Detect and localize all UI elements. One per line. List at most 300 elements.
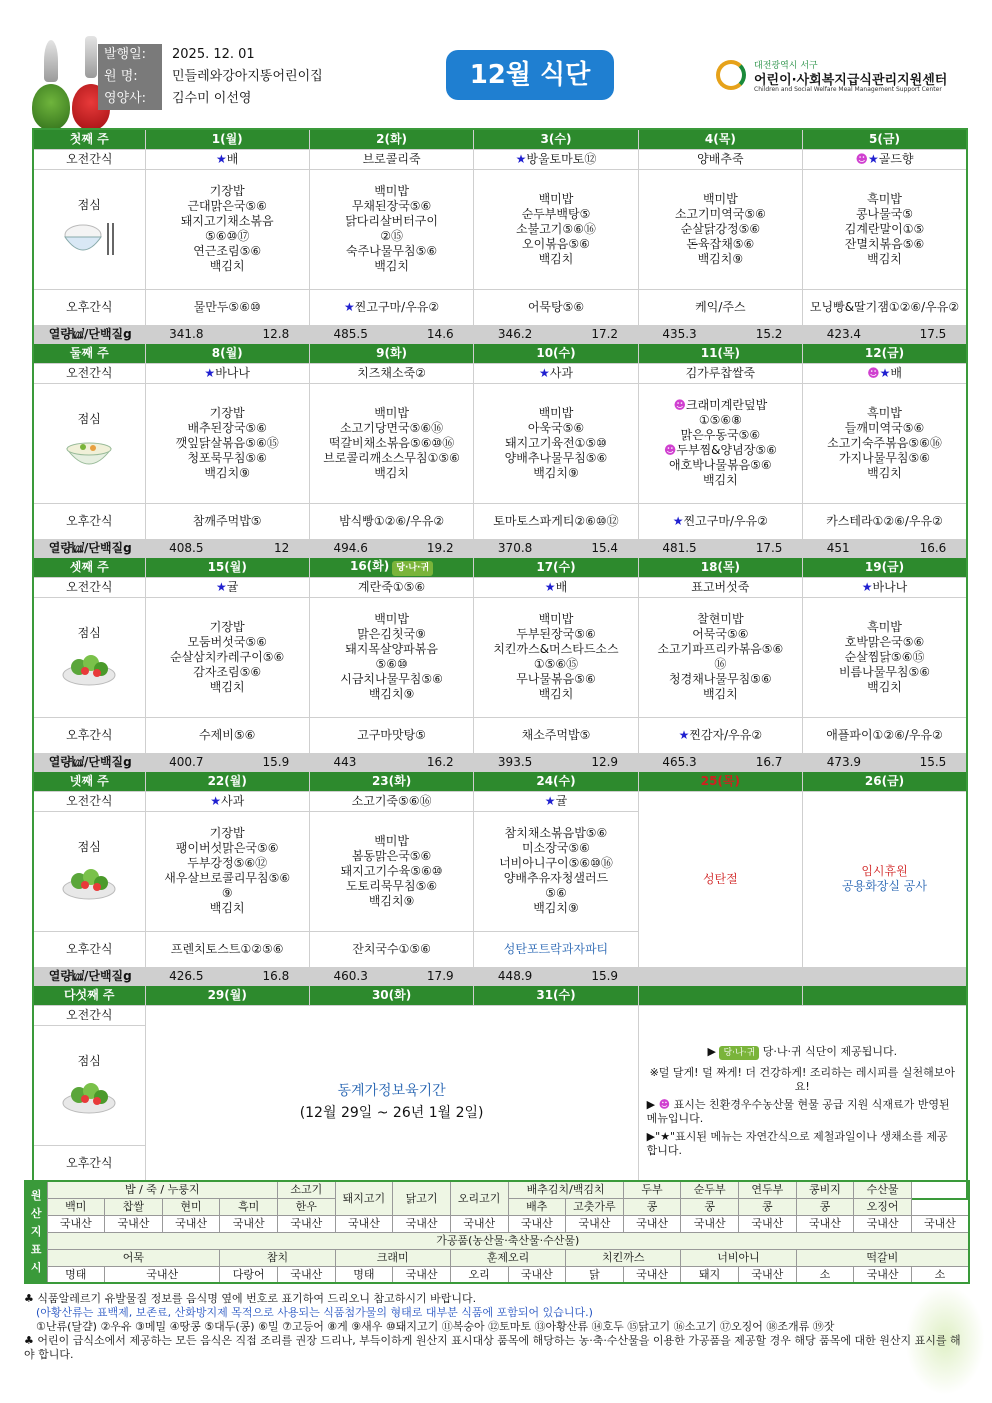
origin-group: 수산물 bbox=[854, 1181, 912, 1198]
day-header: 11(목) bbox=[638, 343, 802, 363]
nutrition-cell bbox=[309, 325, 473, 343]
protein-value: 15.5 bbox=[919, 754, 947, 769]
day-header: 18(목) bbox=[638, 557, 802, 577]
origin-value: 국내산 bbox=[508, 1215, 566, 1232]
morning-snack-cell: 김가루찹쌀죽 bbox=[638, 363, 802, 383]
allergy-list: ①난류(달걀) ②우유 ③메밀 ④땅콩 ⑤대두(콩) ⑥밀 ⑦고등어 ⑧게 ⑨새우 ⑩돼지고기 ⑪복숭아 ⑫토마토 ⑬아황산류 ⑭호두 ⑮닭고기 ⑯소고기 ⑰오징어 ⑱조개류 ⑲잣 bbox=[36, 1320, 835, 1333]
day-header: 25(목) bbox=[638, 771, 802, 791]
origin-row-processed-groups bbox=[25, 1249, 969, 1266]
morning-row bbox=[33, 149, 967, 169]
morning-snack-cell: ★사과 bbox=[474, 363, 638, 383]
nutrition-cell-empty bbox=[638, 967, 802, 985]
lunch-cell: 백미밥 두부된장국⑤⑥ 치킨까스&머스타드소스 ①⑤⑥⑮ 무나물볶음⑤⑥ 백김치 bbox=[474, 597, 638, 717]
center-logo bbox=[714, 58, 974, 96]
sulfite-note: (아황산류는 표백제, 보존료, 산화방지제 목적으로 사용되는 식품첨가물의 형태로 대부분 식품에 포함되어 있습니다.) bbox=[36, 1306, 593, 1319]
soup-bowl-icon bbox=[59, 431, 119, 475]
protein-value: 15.4 bbox=[591, 540, 619, 555]
info-line4: ▶"★"표시된 메뉴는 자연간식으로 제철과일이나 생채소를 제공합니다. bbox=[646, 1130, 948, 1158]
salad-plate-icon bbox=[59, 645, 119, 689]
omelet-plate-icon bbox=[59, 859, 119, 903]
lunch-cell: 백미밥 무채된장국⑤⑥ 닭다리살버터구이 ②⑮ 숙주나물무침⑤⑥ 백김치 bbox=[309, 169, 473, 289]
nutrition-row bbox=[33, 325, 967, 343]
day-header: 31(수) bbox=[474, 985, 638, 1005]
origin-value: 국내산 bbox=[450, 1215, 508, 1232]
day-header: 22(월) bbox=[145, 771, 309, 791]
morning-snack-cell: 양배추죽 bbox=[638, 149, 802, 169]
lunch-cell: 기장밥 배추된장국⑤⑥ 깻잎닭살볶음⑤⑥⑮ 청포묵무침⑤⑥ 백김치⑨ bbox=[145, 383, 309, 503]
day-header: 15(월) bbox=[145, 557, 309, 577]
kcal-value: 341.8 bbox=[169, 326, 204, 341]
day-header: 17(수) bbox=[474, 557, 638, 577]
winter-break-cell bbox=[145, 1005, 638, 1199]
day-header: 2(화) bbox=[309, 129, 473, 149]
nutrition-cell bbox=[803, 539, 967, 557]
origin-group-duck: 오리고기 bbox=[450, 1181, 508, 1215]
origin-processed-value: 돼지 bbox=[681, 1266, 739, 1283]
center-logo-city: 대전광역시 서구 bbox=[754, 61, 818, 71]
kcal-value: 448.9 bbox=[497, 968, 533, 983]
week-label: 다섯째 주 bbox=[33, 985, 145, 1005]
day-header: 10(수) bbox=[474, 343, 638, 363]
allergy-note: ♣ 식품알레르기 유발물질 정보를 음식명 옆에 번호로 표기하여 드리오니 참고하시기 바랍니다. bbox=[24, 1292, 477, 1305]
info-line2: ※덜 달게! 덜 짜게! 더 건강하게! 조리하는 레시피를 실천해보아요! bbox=[649, 1066, 956, 1094]
origin-item: 콩 bbox=[623, 1198, 681, 1215]
origin-item: 현미 bbox=[162, 1198, 220, 1215]
origin-processed-value: 닭 bbox=[566, 1266, 624, 1283]
kcal-value: 485.5 bbox=[333, 326, 368, 341]
lunch-row bbox=[33, 597, 967, 717]
origin-group: 순두부 bbox=[681, 1181, 739, 1198]
morning-row bbox=[33, 363, 967, 383]
day-header: 19(금) bbox=[803, 557, 967, 577]
center-logo-icon bbox=[716, 60, 746, 90]
afternoon-snack-cell: 어묵탕⑤⑥ bbox=[474, 289, 638, 325]
origin-processed-value: 국내산 bbox=[508, 1266, 566, 1283]
origin-processed-value: 소 bbox=[796, 1266, 854, 1283]
origin-value: 국내산 bbox=[623, 1215, 681, 1232]
origin-processed-value: 소 bbox=[911, 1266, 969, 1283]
morning-snack-cell: ☻★골드향 bbox=[803, 149, 967, 169]
org-label: 원 명: bbox=[98, 66, 162, 88]
date-value: 2025. 12. 01 bbox=[172, 47, 255, 62]
winter-break-title: 동계가정보육기간 bbox=[337, 1082, 446, 1099]
protein-value: 15.9 bbox=[591, 968, 619, 983]
afternoon-row bbox=[33, 717, 967, 753]
kcal-value: 465.3 bbox=[662, 754, 697, 769]
afternoon-snack-cell: 참깨주먹밥⑤ bbox=[145, 503, 309, 539]
afternoon-snack-cell: 물만두⑤⑥⑩ bbox=[145, 289, 309, 325]
origin-row-values bbox=[25, 1215, 969, 1232]
origin-value: 국내산 bbox=[278, 1215, 336, 1232]
row-label-lunch-text: 점심 bbox=[77, 411, 101, 426]
nutrition-cell bbox=[638, 539, 802, 557]
lunch-cell: 백미밥 맑은김칫국⑨ 돼지목살양파볶음 ⑤⑥⑩ 시금치나물무침⑤⑥ 백김치⑨ bbox=[309, 597, 473, 717]
origin-processed-value: 국내산 bbox=[739, 1266, 797, 1283]
nutrition-cell bbox=[474, 539, 638, 557]
lunch-row bbox=[33, 383, 967, 503]
origin-processed-value: 국내산 bbox=[278, 1266, 336, 1283]
dangnagwi-tag: 당·나·귀 bbox=[392, 561, 433, 576]
morning-row bbox=[33, 577, 967, 597]
origin-value: 국내산 bbox=[335, 1215, 393, 1232]
day-header: 30(화) bbox=[309, 985, 473, 1005]
origin-processed-value: 국내산 bbox=[854, 1266, 912, 1283]
morning-snack-cell: 계란죽①⑤⑥ bbox=[309, 577, 473, 597]
morning-row bbox=[33, 791, 967, 811]
lunch-cell: 백미밥 소고기당면국⑤⑥⑯ 떡갈비채소볶음⑤⑥⑩⑯ 브로콜리깨소스무침①⑤⑥ 백김치 bbox=[309, 383, 473, 503]
spoon-icon bbox=[44, 40, 58, 82]
origin-value: 국내산 bbox=[566, 1215, 624, 1232]
kcal-value: 400.7 bbox=[169, 754, 204, 769]
kcal-value: 473.9 bbox=[826, 754, 862, 769]
protein-value: 19.2 bbox=[426, 540, 454, 555]
lunch-cell: 흑미밥 콩나물국⑤ 김계란말이①⑤ 잔멸치볶음⑤⑥ 백김치 bbox=[803, 169, 967, 289]
week-header-row bbox=[33, 129, 967, 149]
protein-value: 16.7 bbox=[755, 754, 783, 769]
morning-snack-cell: 소고기죽⑤⑥⑯ bbox=[309, 791, 473, 811]
origin-item: 콩 bbox=[739, 1198, 797, 1215]
morning-snack-cell: ★배 bbox=[474, 577, 638, 597]
row-label-afternoon-text: 오후간식 bbox=[66, 299, 113, 314]
row-label-afternoon bbox=[33, 931, 145, 967]
protein-value: 14.6 bbox=[426, 326, 454, 341]
origin-item: 콩 bbox=[796, 1198, 854, 1215]
afternoon-snack-cell: 채소주먹밥⑤ bbox=[474, 717, 638, 753]
origin-value: 국내산 bbox=[911, 1215, 969, 1232]
origin-group-rice: 밥 / 죽 / 누룽지 bbox=[47, 1181, 278, 1198]
row-label-nutrition: 열량㎉/단백질g bbox=[33, 753, 145, 771]
week-header-row bbox=[33, 557, 967, 577]
nutrition-cell bbox=[309, 967, 473, 985]
row-label-nutrition: 열량㎉/단백질g bbox=[33, 967, 145, 985]
morning-snack-cell: ★귤 bbox=[145, 577, 309, 597]
week-header-row bbox=[33, 343, 967, 363]
afternoon-snack-cell: 고구마맛탕⑤ bbox=[309, 717, 473, 753]
origin-value: 국내산 bbox=[854, 1215, 912, 1232]
origin-processed-value: 명태 bbox=[335, 1266, 393, 1283]
week-label: 첫째 주 bbox=[33, 129, 145, 149]
row-label-afternoon-text: 오후간식 bbox=[66, 1155, 113, 1170]
row-label-nutrition: 열량㎉/단백질g bbox=[33, 325, 145, 343]
lunch-cell: 백미밥 소고기미역국⑤⑥ 순살닭강정⑤⑥ 돈육잡채⑤⑥ 백김치⑨ bbox=[638, 169, 802, 289]
row-label-morning-text: 오전간식 bbox=[66, 365, 113, 380]
week-label: 둘째 주 bbox=[33, 343, 145, 363]
date-label: 발행일: bbox=[98, 44, 162, 66]
origin-processed-title: 가공품(농산물·축산물·수산물) bbox=[47, 1232, 969, 1249]
row-label-afternoon-text: 오후간식 bbox=[66, 513, 113, 528]
afternoon-snack-cell: 성탄포트락과자파티 bbox=[474, 931, 638, 967]
lunch-cell: 기장밥 모둠버섯국⑤⑥ 순살삼치카레구이⑤⑥ 감자조림⑤⑥ 백김치 bbox=[145, 597, 309, 717]
afternoon-row bbox=[33, 503, 967, 539]
day-header bbox=[638, 985, 802, 1005]
center-logo-name: 어린이·사회복지급식관리지원센터 bbox=[754, 73, 948, 88]
origin-processed-value: 국내산 bbox=[393, 1266, 451, 1283]
nutrition-cell bbox=[474, 753, 638, 771]
row-label-lunch bbox=[33, 1025, 145, 1145]
green-food-bowl-icon bbox=[32, 84, 70, 130]
row-label-lunch-text: 점심 bbox=[77, 1053, 101, 1068]
origin-value: 국내산 bbox=[162, 1215, 220, 1232]
afternoon-snack-cell: 애플파이①②⑥/우유② bbox=[803, 717, 967, 753]
lunch-cell: 참치채소볶음밥⑤⑥ 미소장국⑤⑥ 너비아니구이⑤⑥⑩⑯ 양배추유자청샐러드 ⑤⑥ 백김치⑨ bbox=[474, 811, 638, 931]
info-line3: ▶ ☻ 표시는 친환경우수농산물 현물 공급 지원 식재료가 반영된 메뉴입니다. bbox=[646, 1098, 950, 1126]
morning-snack-cell: ★바나나 bbox=[803, 577, 967, 597]
dangnagwi-tag: 당·나·귀 bbox=[719, 1046, 759, 1060]
center-logo-english: Children and Social Welfare Meal Management Support Center bbox=[754, 86, 942, 93]
kcal-value: 370.8 bbox=[497, 540, 533, 555]
protein-value: 17.5 bbox=[755, 540, 783, 555]
kcal-value: 393.5 bbox=[497, 754, 533, 769]
lunch-cell: 백미밥 봄동맑은국⑤⑥ 돼지고기수육⑤⑥⑩ 도토리묵무침⑤⑥ 백김치⑨ bbox=[309, 811, 473, 931]
nutrition-cell bbox=[309, 539, 473, 557]
lunch-cell: 백미밥 아욱국⑤⑥ 돼지고기육전①⑤⑩ 양배추나물무침⑤⑥ 백김치⑨ bbox=[474, 383, 638, 503]
origin-table bbox=[24, 1180, 970, 1284]
kcal-value: 423.4 bbox=[826, 326, 862, 341]
origin-group-chicken: 닭고기 bbox=[393, 1181, 451, 1215]
origin-value: 국내산 bbox=[47, 1215, 105, 1232]
week-label: 셋째 주 bbox=[33, 557, 145, 577]
origin-value: 국내산 bbox=[393, 1215, 451, 1232]
origin-item: 오징어 bbox=[854, 1198, 912, 1215]
origin-value: 국내산 bbox=[681, 1215, 739, 1232]
nutrition-cell bbox=[638, 753, 802, 771]
origin-processed-value: 명태 bbox=[47, 1266, 105, 1283]
dietitian-value: 김수미 이선영 bbox=[172, 91, 252, 106]
protein-value: 12 bbox=[273, 540, 290, 555]
origin-item: 배추 bbox=[508, 1198, 566, 1215]
morning-snack-cell: ★바나나 bbox=[145, 363, 309, 383]
nutrition-cell bbox=[803, 325, 967, 343]
info-line-dangnagwi: ▶ 당·나·귀 당·나·귀 식단이 제공됩니다. bbox=[707, 1045, 898, 1059]
row-label-morning-text: 오전간식 bbox=[66, 1007, 113, 1022]
origin-value: 국내산 bbox=[105, 1215, 163, 1232]
row-label-lunch bbox=[33, 383, 145, 503]
lunch-cell: 흑미밥 들깨미역국⑤⑥ 소고기숙주볶음⑤⑥⑯ 가지나물무침⑤⑥ 백김치 bbox=[803, 383, 967, 503]
origin-row-processed-values bbox=[25, 1266, 969, 1283]
origin-value: 국내산 bbox=[220, 1215, 278, 1232]
row-label-afternoon-text: 오후간식 bbox=[66, 727, 113, 742]
morning-snack-cell: ★사과 bbox=[145, 791, 309, 811]
kcal-value: 426.5 bbox=[169, 968, 204, 983]
holiday-cell: 성탄절 bbox=[638, 791, 802, 967]
origin-processed-group: 훈제오리 bbox=[450, 1249, 565, 1266]
row-label-afternoon bbox=[33, 503, 145, 539]
row-label-lunch bbox=[33, 811, 145, 931]
afternoon-row bbox=[33, 289, 967, 325]
row-label-lunch bbox=[33, 597, 145, 717]
kcal-value: 443 bbox=[333, 754, 357, 769]
origin-processed-value: 국내산 bbox=[623, 1266, 681, 1283]
afternoon-snack-cell: ★찐고구마/우유② bbox=[638, 503, 802, 539]
org-value: 민들레와강아지똥어린이집 bbox=[172, 69, 323, 84]
afternoon-snack-cell: 카스테라①②⑥/우유② bbox=[803, 503, 967, 539]
origin-side-label: 원 산 지 표 시 bbox=[25, 1181, 47, 1283]
afternoon-snack-cell: 프렌치토스트①②⑤⑥ bbox=[145, 931, 309, 967]
lunch-cell: 흑미밥 호박맑은국⑤⑥ 순살찜닭⑤⑥⑮ 비름나물무침⑤⑥ 백김치 bbox=[803, 597, 967, 717]
nutrition-row bbox=[33, 967, 967, 985]
lunch-cell: ☻크래미계란덮밥 ①⑤⑥⑧ 맑은우동국⑤⑥ ☻두부찜&양념장⑤⑥ 애호박나물볶음⑤⑥ 백김치 bbox=[638, 383, 802, 503]
spoon-icon bbox=[85, 36, 97, 78]
day-header bbox=[803, 985, 967, 1005]
lunch-cell: 찰현미밥 어묵국⑤⑥ 소고기파프리카볶음⑤⑥ ⑯ 청경채나물무침⑤⑥ 백김치 bbox=[638, 597, 802, 717]
origin-processed-value: 국내산 bbox=[105, 1266, 220, 1283]
footnotes bbox=[24, 1292, 970, 1362]
day-header: 8(월) bbox=[145, 343, 309, 363]
day-header: 26(금) bbox=[803, 771, 967, 791]
afternoon-snack-cell: 잔치국수①⑤⑥ bbox=[309, 931, 473, 967]
winter-break-dates: (12월 29일 ~ 26년 1월 2일) bbox=[299, 1104, 484, 1121]
nutrition-cell bbox=[145, 539, 309, 557]
day-header: 4(목) bbox=[638, 129, 802, 149]
nutrition-row bbox=[33, 753, 967, 771]
row-label-morning bbox=[33, 149, 145, 169]
origin-processed-group: 치킨까스 bbox=[566, 1249, 681, 1266]
origin-row-processed-title bbox=[25, 1232, 969, 1249]
closure-reason: 공용화장실 공사 bbox=[842, 879, 927, 893]
morning-snack-cell: ★귤 bbox=[474, 791, 638, 811]
row-label-morning bbox=[33, 1005, 145, 1025]
nutrition-cell bbox=[145, 967, 309, 985]
day-header: 12(금) bbox=[803, 343, 967, 363]
lunch-cell: 기장밥 팽이버섯맑은국⑤⑥ 두부강정⑤⑥⑫ 새우살브로콜리무침⑤⑥ ⑨ 백김치 bbox=[145, 811, 309, 931]
dietitian-label: 영양사: bbox=[98, 88, 162, 110]
closure-title: 임시휴원 bbox=[861, 864, 908, 878]
morning-snack-cell: 표고버섯죽 bbox=[638, 577, 802, 597]
row-label-morning-text: 오전간식 bbox=[66, 151, 113, 166]
row-label-lunch bbox=[33, 169, 145, 289]
week-label: 넷째 주 bbox=[33, 771, 145, 791]
row-label-morning-text: 오전간식 bbox=[66, 579, 113, 594]
salad-plate-icon bbox=[59, 1073, 119, 1117]
day-header: 23(화) bbox=[309, 771, 473, 791]
nutrition-cell bbox=[309, 753, 473, 771]
origin-value: 국내산 bbox=[739, 1215, 797, 1232]
lunch-row bbox=[33, 169, 967, 289]
nutrition-cell bbox=[638, 325, 802, 343]
morning-snack-cell: 브로콜리죽 bbox=[309, 149, 473, 169]
protein-value: 16.6 bbox=[919, 540, 947, 555]
menu-table bbox=[32, 128, 968, 1200]
day-header: 3(수) bbox=[474, 129, 638, 149]
morning-snack-cell: ★배 bbox=[145, 149, 309, 169]
morning-row bbox=[33, 1005, 967, 1025]
header-meta bbox=[98, 44, 398, 110]
nutrition-row bbox=[33, 539, 967, 557]
origin-group-pork: 돼지고기 bbox=[335, 1181, 393, 1215]
kcal-value: 460.3 bbox=[333, 968, 368, 983]
origin-item: 콩 bbox=[681, 1198, 739, 1215]
morning-snack-cell: ★방울토마토⑫ bbox=[474, 149, 638, 169]
row-label-lunch-text: 점심 bbox=[77, 197, 101, 212]
row-label-morning bbox=[33, 791, 145, 811]
row-label-morning bbox=[33, 363, 145, 383]
morning-snack-cell: 치즈채소죽② bbox=[309, 363, 473, 383]
kcal-value: 435.3 bbox=[662, 326, 697, 341]
protein-value: 12.8 bbox=[262, 326, 290, 341]
origin-processed-value: 다랑어 bbox=[220, 1266, 278, 1283]
origin-note: ♣ 어린이 급식소에서 제공하는 모든 음식은 직접 조리를 권장 드리나, 부득이하게 원산지 표시대상 품목에 해당하는 농·축·수산물을 이용한 가공품을 제공할 경우 해당 품목에 대한 원산지 표시를 해야 합니다. bbox=[24, 1334, 961, 1361]
origin-processed-group: 크래미 bbox=[335, 1249, 450, 1266]
nutrition-cell bbox=[145, 325, 309, 343]
origin-item: 흑미 bbox=[220, 1198, 278, 1215]
protein-value: 15.2 bbox=[755, 326, 783, 341]
row-label-lunch-text: 점심 bbox=[77, 839, 101, 854]
nutrition-cell bbox=[474, 967, 638, 985]
morning-snack-cell: ☻★배 bbox=[803, 363, 967, 383]
protein-value: 12.9 bbox=[591, 754, 619, 769]
day-header: 1(월) bbox=[145, 129, 309, 149]
kcal-value: 494.6 bbox=[333, 540, 368, 555]
origin-group-beef: 소고기 bbox=[278, 1181, 336, 1198]
origin-item: 찹쌀 bbox=[105, 1198, 163, 1215]
origin-item: 한우 bbox=[278, 1198, 336, 1215]
nutrition-cell-empty bbox=[803, 967, 967, 985]
afternoon-snack-cell: 모닝빵&딸기잼①②⑥/우유② bbox=[803, 289, 967, 325]
origin-group-kimchi: 배추김치/백김치 bbox=[508, 1181, 623, 1198]
row-label-afternoon bbox=[33, 1145, 145, 1181]
afternoon-snack-cell: ★찐고구마/우유② bbox=[309, 289, 473, 325]
afternoon-snack-cell: 토마토스파게티②⑥⑩⑫ bbox=[474, 503, 638, 539]
afternoon-snack-cell: 케익/주스 bbox=[638, 289, 802, 325]
row-label-nutrition: 열량㎉/단백질g bbox=[33, 539, 145, 557]
row-label-afternoon bbox=[33, 289, 145, 325]
lunch-cell: 백미밥 순두부백탕⑤ 소불고기⑤⑥⑯ 오이볶음⑤⑥ 백김치 bbox=[474, 169, 638, 289]
origin-group: 두부 bbox=[623, 1181, 681, 1198]
origin-group: 콩비지 bbox=[796, 1181, 854, 1198]
origin-processed-value: 오리 bbox=[450, 1266, 508, 1283]
protein-value: 17.9 bbox=[426, 968, 454, 983]
day-header: 24(수) bbox=[474, 771, 638, 791]
origin-processed-group: 떡갈비 bbox=[796, 1249, 969, 1266]
afternoon-snack-cell: 수제비⑤⑥ bbox=[145, 717, 309, 753]
protein-value: 17.2 bbox=[591, 326, 619, 341]
rice-bowl-icon bbox=[59, 217, 119, 261]
nutrition-cell bbox=[145, 753, 309, 771]
origin-value: 국내산 bbox=[796, 1215, 854, 1232]
day-header: 9(화) bbox=[309, 343, 473, 363]
origin-processed-group: 어묵 bbox=[47, 1249, 220, 1266]
origin-item: 백미 bbox=[47, 1198, 105, 1215]
info-box bbox=[638, 1005, 967, 1199]
info-line1-text: 당·나·귀 식단이 제공됩니다. bbox=[759, 1045, 898, 1059]
nutrition-cell bbox=[803, 753, 967, 771]
page-title: 12월 식단 bbox=[446, 50, 614, 100]
kcal-value: 451 bbox=[826, 540, 850, 555]
closure-cell bbox=[803, 791, 967, 967]
row-label-afternoon bbox=[33, 717, 145, 753]
origin-item: 고춧가루 bbox=[566, 1198, 624, 1215]
week-header-row bbox=[33, 985, 967, 1005]
kcal-value: 408.5 bbox=[169, 540, 204, 555]
protein-value: 17.5 bbox=[919, 326, 947, 341]
kcal-value: 481.5 bbox=[662, 540, 697, 555]
protein-value: 16.2 bbox=[426, 754, 454, 769]
day-header: 16(화) 당·나·귀 bbox=[309, 557, 473, 577]
day-header: 5(금) bbox=[803, 129, 967, 149]
origin-group: 연두부 bbox=[739, 1181, 797, 1198]
origin-processed-group: 너비아니 bbox=[681, 1249, 796, 1266]
afternoon-snack-cell: 밤식빵①②⑥/우유② bbox=[309, 503, 473, 539]
nutrition-cell bbox=[474, 325, 638, 343]
protein-value: 15.9 bbox=[262, 754, 290, 769]
protein-value: 16.8 bbox=[262, 968, 290, 983]
lunch-cell: 기장밥 근대맑은국⑤⑥ 돼지고기채소볶음 ⑤⑥⑩⑰ 연근조림⑤⑥ 백김치 bbox=[145, 169, 309, 289]
week-header-row bbox=[33, 771, 967, 791]
row-label-afternoon-text: 오후간식 bbox=[66, 941, 113, 956]
origin-processed-group: 참치 bbox=[220, 1249, 335, 1266]
origin-row-groups bbox=[25, 1181, 969, 1198]
row-label-lunch-text: 점심 bbox=[77, 625, 101, 640]
